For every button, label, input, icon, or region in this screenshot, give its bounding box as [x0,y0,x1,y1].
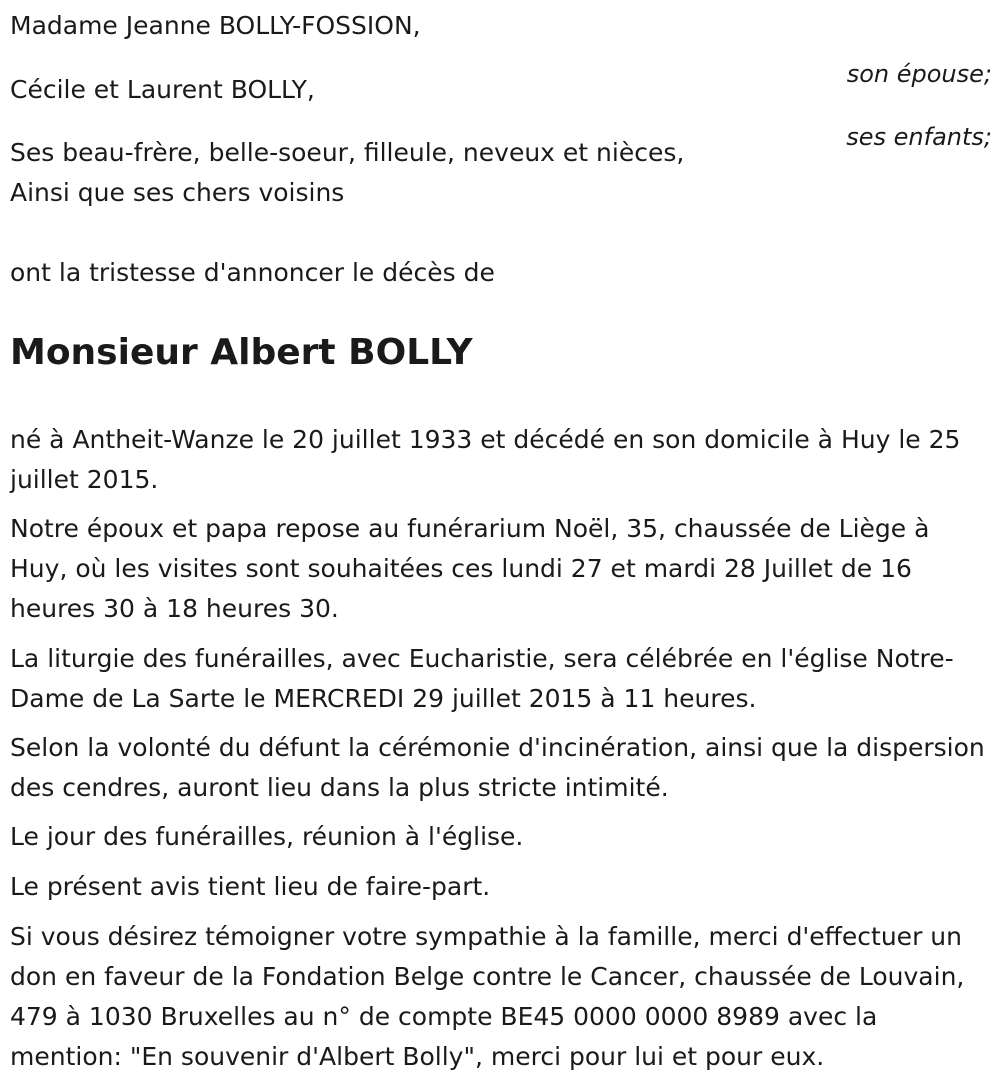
announcement-text: ont la tristesse d'annoncer le décès de [10,258,495,287]
notice-paragraph: Le présent avis tient lieu de faire-part. [10,872,491,901]
relatives-line-2: Ainsi que ses chers voisins [10,178,345,207]
wife-role: son épouse; [846,60,992,88]
cremation-paragraph: Selon la volonté du défunt la cérémonie d'incinération, ainsi que la dispersion des cendres, auront lieu dans la plus stricte intimité. [10,733,985,802]
donation-paragraph: Si vous désirez témoigner votre sympathie à la famille, merci d'effectuer un don en faveur de la Fondation Belge contre le Cancer, chaussée de Louvain, 479 à 1030 Bruxelles au n° de compte BE45 0000 0000 8989 avec la mention: "En souvenir d'Albert Bolly", merci pour lui et pour eux. [10,922,965,1071]
wife-name: Madame Jeanne BOLLY-FOSSION, [10,11,421,40]
relatives-line-1: Ses beau-frère, belle-soeur, filleule, neveux et nièces, [10,138,685,167]
visitation-paragraph: Notre époux et papa repose au funérarium Noël, 35, chaussée de Liège à Huy, où les visites sont souhaitées ces lundi 27 et mardi 28 Juillet de 16 heures 30 à 18 heures 30. [10,514,930,623]
children-names: Cécile et Laurent BOLLY, [10,75,315,104]
children-role: ses enfants; [846,123,992,151]
deceased-name: Monsieur Albert BOLLY [10,332,473,373]
liturgy-paragraph: La liturgie des funérailles, avec Eucharistie, sera célébrée en l'église Notre-Dame de La Sarte le MERCREDI 29 juillet 2015 à 11 heures. [10,644,954,713]
birth-death-paragraph: né à Antheit-Wanze le 20 juillet 1933 et décédé en son domicile à Huy le 25 juillet 2015. [10,425,961,494]
meeting-paragraph: Le jour des funérailles, réunion à l'église. [10,822,524,851]
